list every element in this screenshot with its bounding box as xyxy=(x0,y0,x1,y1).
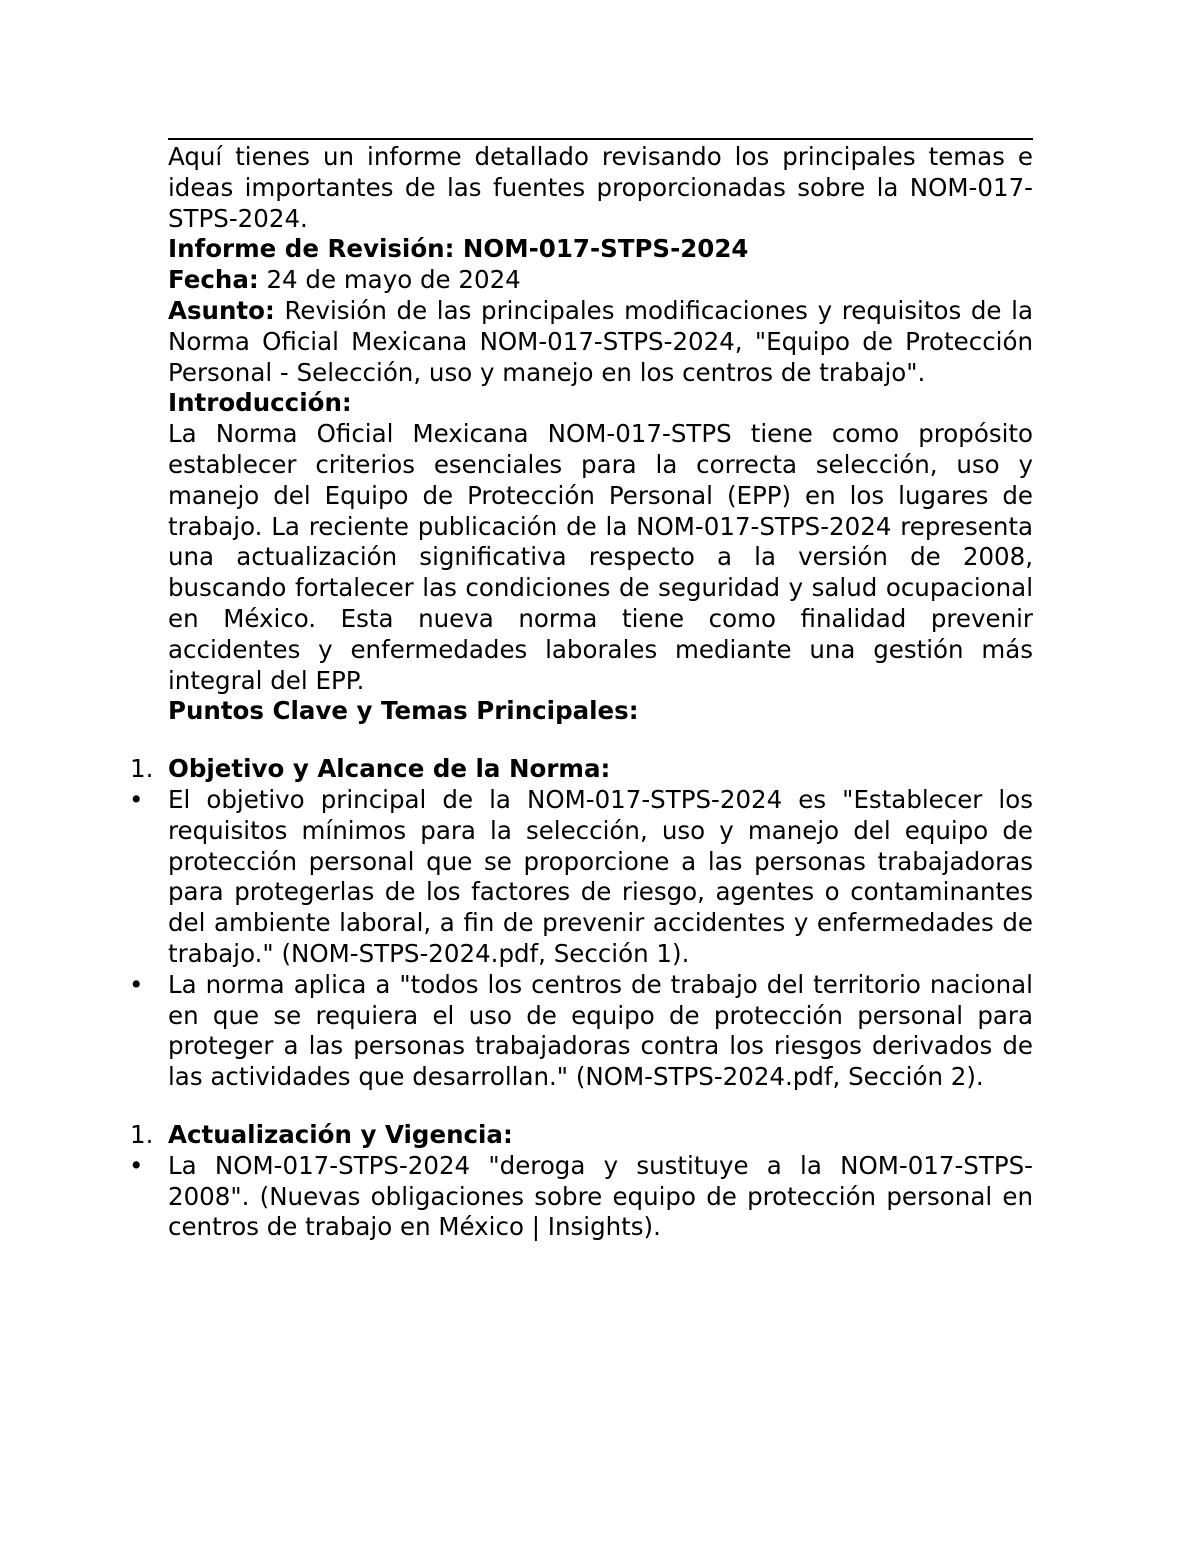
section-bullet-list xyxy=(129,1150,1033,1243)
bullet-icon: • xyxy=(129,969,144,999)
key-points-heading-text: Puntos Clave y Temas Principales: xyxy=(168,696,639,726)
bullet-icon: • xyxy=(129,784,144,814)
date-label: Fecha: xyxy=(168,265,259,295)
introduction-body: La Norma Oficial Mexicana NOM-017-STPS tiene como propósito establecer criterios esenciales para la correcta selección, uso y manejo del Equipo de Protección Personal (EPP) en los lugares de trabajo. La reciente publicación de la NOM-017-STPS-2024 representa una actualización significativa respecto a la versión de 2008, buscando fortalecer las condiciones de seguridad y salud ocupacional en México. Esta nueva norma tiene como finalidad prevenir accidentes y enfermedades laborales mediante una gestión más integral del EPP. xyxy=(168,419,1033,695)
list-item-text: El objetivo principal de la NOM-017-STPS-2024 es "Establecer los requisitos mínimos para la selección, uso y manejo del equipo de protección personal que se proporcione a las personas trabajadoras para protegerlas de los factores de riesgo, agentes o contaminantes del ambiente laboral, a fin de prevenir accidentes y enfermedades de trabajo." (NOM-STPS-2024.pdf, Sección 1). xyxy=(168,784,1033,968)
document-page xyxy=(129,138,1033,1243)
section-number: 1. xyxy=(130,1119,154,1149)
introduction-heading-text: Introducción: xyxy=(168,388,352,418)
bullet-icon: • xyxy=(129,1150,144,1180)
subject-value: Revisión de las principales modificaciones y requisitos de la Norma Oficial Mexicana NOM-017-STPS-2024, "Equipo de Protección Personal - Selección, uso y manejo en los centros de trabajo". xyxy=(168,295,1033,387)
introduction-heading xyxy=(168,388,1033,419)
date-value: 24 de mayo de 2024 xyxy=(258,265,521,295)
key-points-heading xyxy=(168,696,1033,727)
report-title xyxy=(168,234,1033,265)
report-title-text: Informe de Revisión: NOM-017-STPS-2024 xyxy=(168,234,749,264)
section-heading xyxy=(130,754,1033,785)
section-title: Actualización y Vigencia: xyxy=(168,1119,513,1149)
subject-line xyxy=(168,296,1033,388)
section-number: 1. xyxy=(130,754,154,784)
top-rule xyxy=(168,138,1033,140)
date-line xyxy=(168,265,1033,296)
intro-line: Aquí tienes un informe detallado revisando los principales temas e ideas importantes de las fuentes proporcionadas sobre la NOM-017-STPS-2024. xyxy=(168,142,1033,233)
list-item xyxy=(129,969,1033,1093)
list-item-text: La NOM-017-STPS-2024 "deroga y sustituye a la NOM-017-STPS-2008". (Nuevas obligaciones sobre equipo de protección personal en centros de trabajo en México | Insights). xyxy=(168,1150,1033,1242)
section-heading xyxy=(130,1119,1033,1151)
list-item xyxy=(129,1150,1033,1243)
list-item xyxy=(129,784,1033,970)
section-bullet-list xyxy=(129,784,1033,1093)
section-title: Objetivo y Alcance de la Norma: xyxy=(168,754,611,784)
list-item-text: La norma aplica a "todos los centros de trabajo del territorio nacional en que se requiera el uso de equipo de protección personal para proteger a las personas trabajadoras contra los riesgos derivados de las actividades que desarrollan." (NOM-STPS-2024.pdf, Sección 2). xyxy=(168,969,1033,1092)
subject-label: Asunto: xyxy=(168,295,275,325)
